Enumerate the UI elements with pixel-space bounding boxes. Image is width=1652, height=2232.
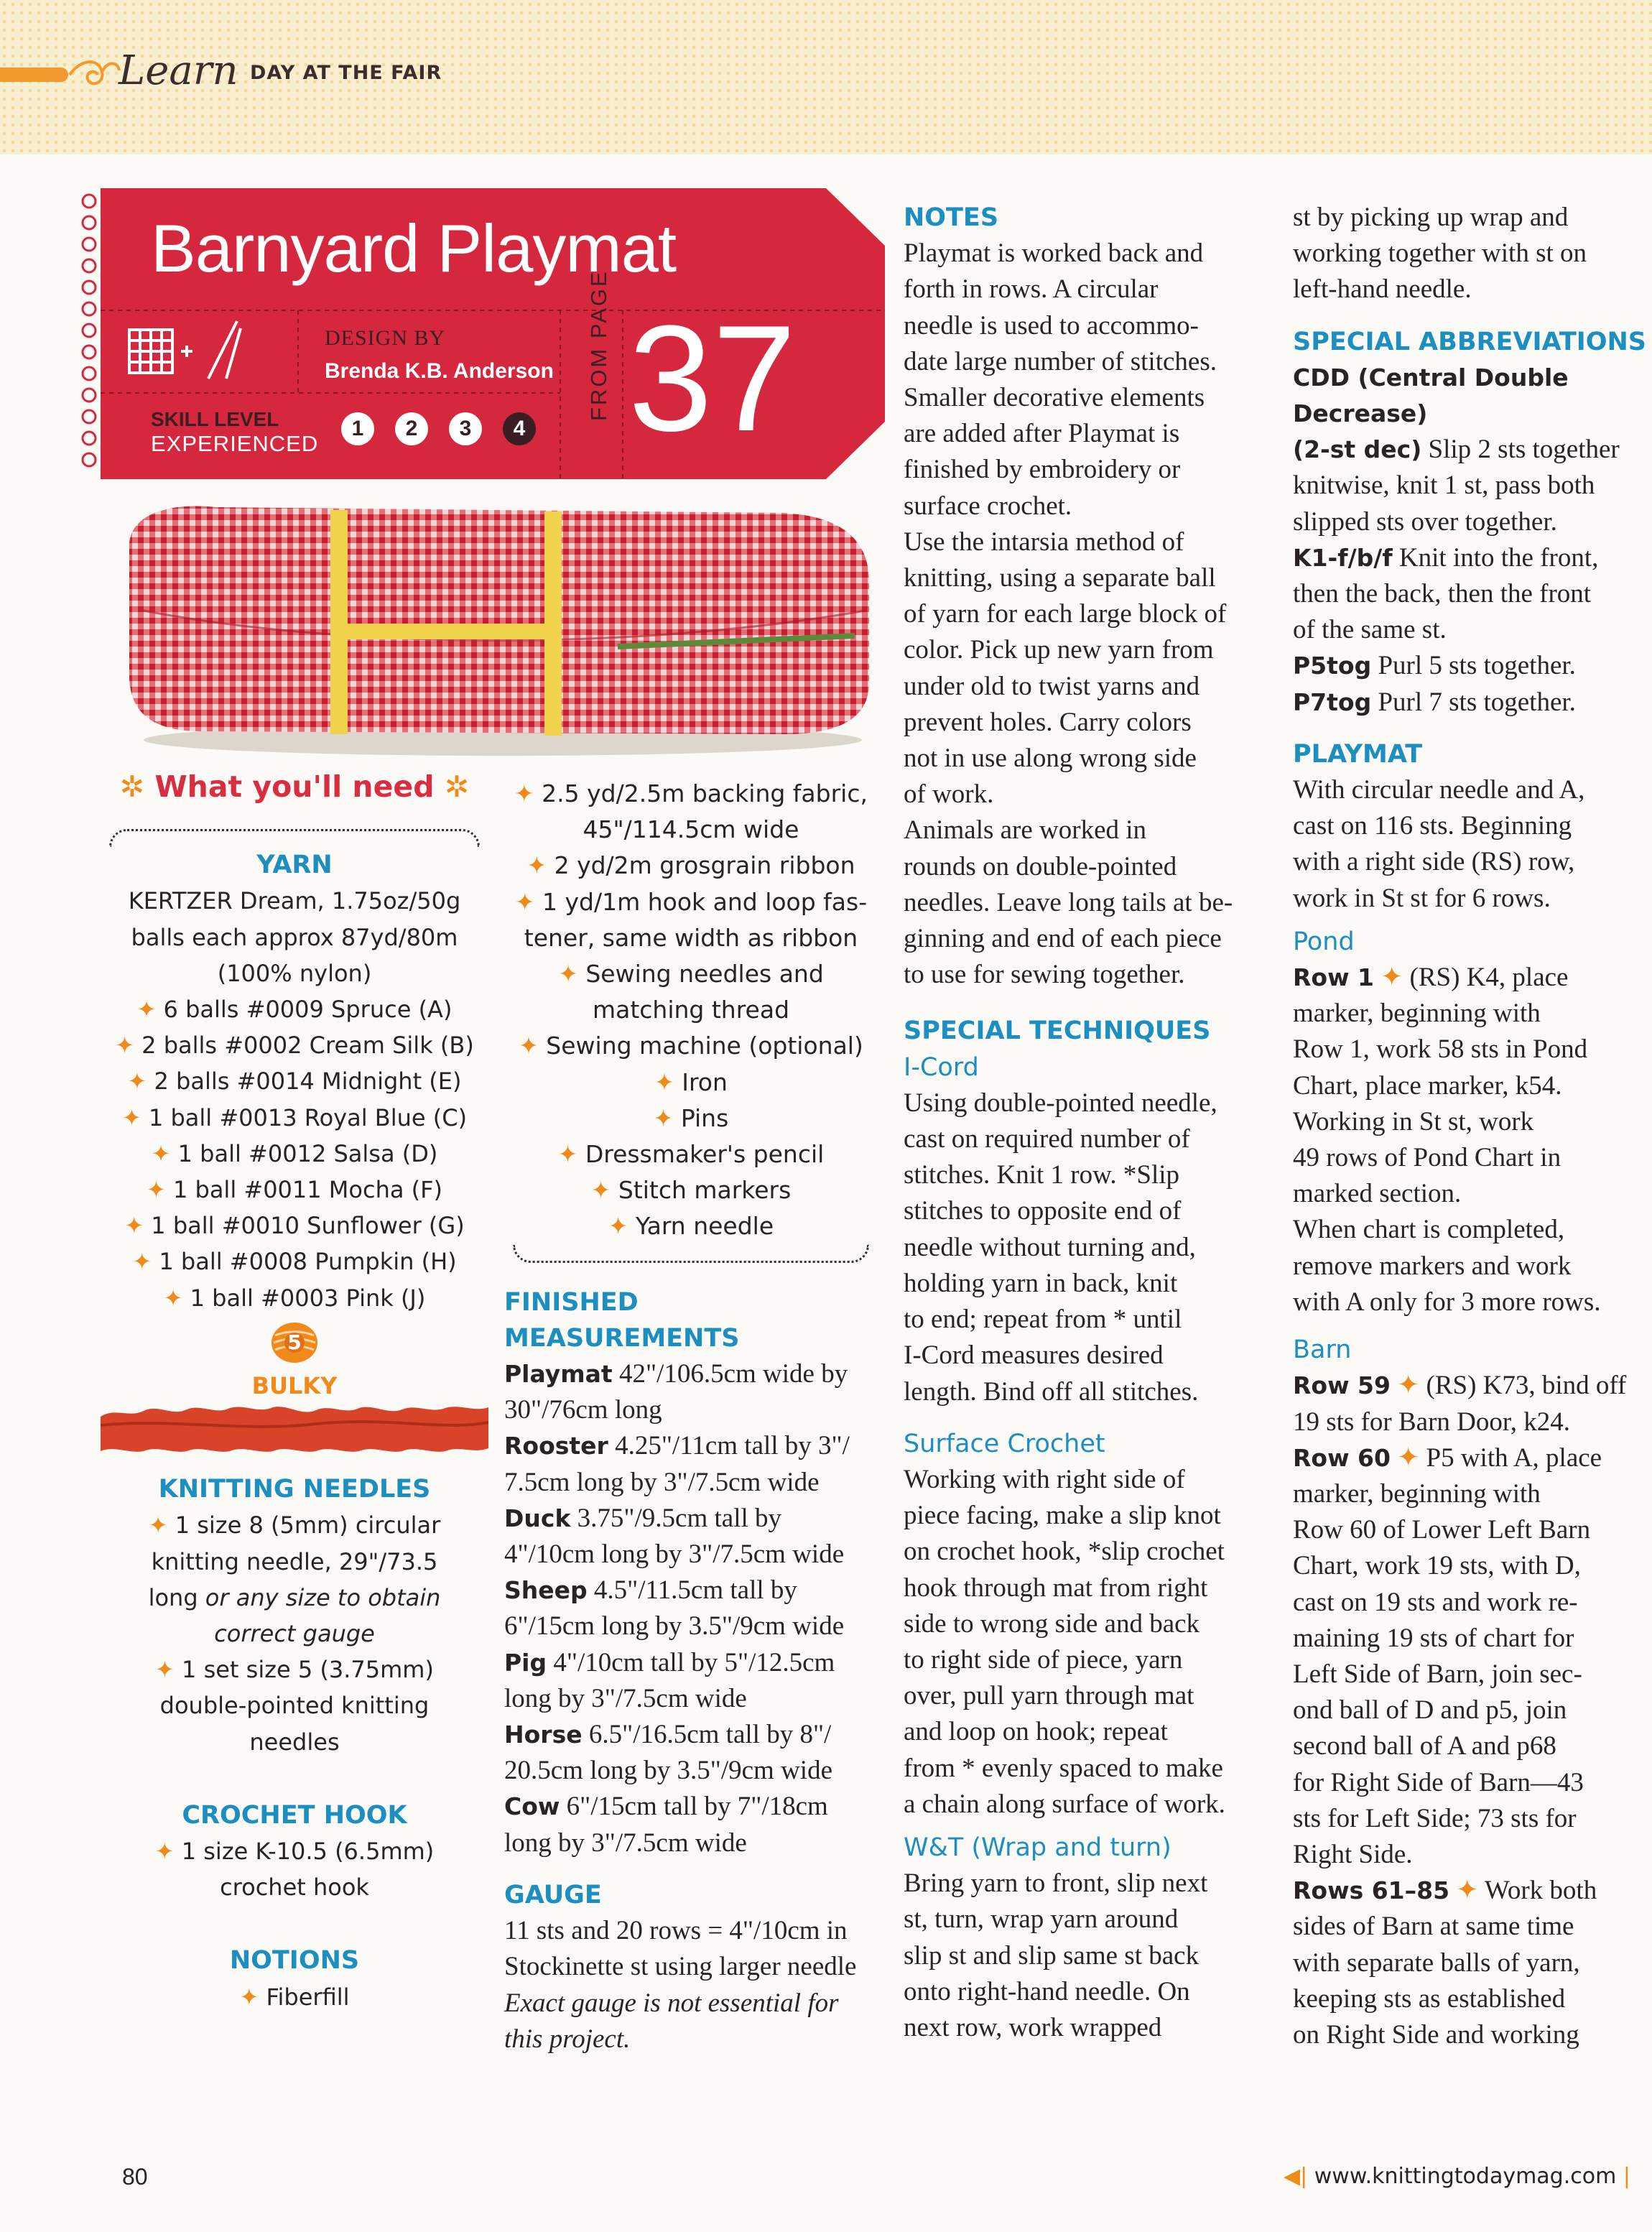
notes-line: finished by embroidery or (904, 455, 1181, 485)
skill-level-3: 3 (449, 412, 482, 445)
gauge-line: Stockinette st using larger needle (504, 1952, 857, 1982)
abbreviation-item: knitwise, knit 1 st, pass both (1293, 471, 1595, 501)
needle-line: long or any size to obtain (148, 1583, 441, 1611)
notion-item: tener, same width as ribbon (524, 923, 858, 952)
icord-line: length. Bind off all stitches. (904, 1376, 1199, 1407)
needle-line: needles (249, 1728, 340, 1756)
abbreviation-item: K1-f/b/f Knit into the front, (1293, 542, 1599, 573)
yarn-swatch-image (101, 1404, 488, 1454)
yarn-heading: YARN (256, 851, 333, 880)
stitch-edge-icon (73, 188, 99, 479)
yarn-weight-icon (269, 1318, 320, 1368)
notions-and-measurements-column (504, 776, 878, 2057)
footer-marker-icon: ◀| (1284, 2164, 1314, 2189)
abbreviation-item: P5tog Purl 5 sts together. (1293, 651, 1576, 681)
barn-line: Row 59 ✦ (RS) K73, bind off (1293, 1371, 1627, 1401)
skill-level-value: EXPERIENCED (151, 431, 319, 456)
icord-line: I-Cord measures desired (904, 1340, 1164, 1371)
surface-line: hook through mat from right (904, 1573, 1208, 1603)
surface-line: on crochet hook, *slip crochet (904, 1537, 1225, 1567)
barn-line: cast on 19 sts and work re- (1293, 1587, 1578, 1617)
icord-line: to end; repeat from * until (904, 1305, 1182, 1335)
measurement-item: Duck 3.75"/9.5cm tall by (504, 1503, 782, 1533)
yarn-color-item: ✦ 2 balls #0014 Midnight (E) (127, 1068, 462, 1096)
section-script-label: Learn (119, 47, 238, 94)
wt-line: onto right-hand needle. On (904, 1976, 1190, 2006)
yarn-desc-line: balls each approx 87yd/80m (131, 923, 458, 951)
notion-item: ✦ Sewing needles and (558, 960, 824, 988)
hook-line: ✦ 1 size K-10.5 (6.5mm) (154, 1838, 435, 1866)
wt-line: left-hand needle. (1293, 274, 1472, 305)
notion-item: ✦ Iron (654, 1068, 728, 1096)
surface-line: and loop on hook; repeat (904, 1717, 1168, 1747)
abbreviation-item: then the back, then the front (1293, 579, 1592, 609)
abbreviation-item: P7tog Purl 7 sts together. (1293, 687, 1576, 717)
barn-line: ond ball of D and p5, join (1293, 1695, 1567, 1726)
pattern-title-tag (101, 188, 885, 479)
icord-line: needle without turning and, (904, 1232, 1196, 1262)
what-you-need-heading: ✲ What you'll need ✲ (119, 769, 470, 804)
notion-item: ✦ Pins (653, 1103, 729, 1132)
needle-line: double-pointed knitting (159, 1692, 430, 1720)
yarn-color-item: ✦ 1 ball #0003 Pink (J) (163, 1284, 426, 1312)
from-page-label: FROM PAGE (586, 269, 611, 421)
yarn-color-item: ✦ 6 balls #0009 Spruce (A) (136, 996, 453, 1024)
hook-line: crochet hook (220, 1874, 369, 1902)
barn-line: sts for Left Side; 73 sts for (1293, 1803, 1577, 1833)
notes-line: under old to twist yarns and (904, 671, 1200, 701)
notes-line: ginning and end of each piece (904, 924, 1222, 954)
notes-line: needles. Leave long tails at be- (904, 887, 1233, 917)
abbreviation-item: of the same st. (1293, 615, 1447, 645)
barn-line: with separate balls of yarn, (1293, 1948, 1580, 1978)
knitting-needles-heading: KNITTING NEEDLES (158, 1475, 431, 1504)
notes-line: of work. (904, 779, 994, 810)
barn-line: Row 60 ✦ P5 with A, place (1293, 1443, 1602, 1473)
yarn-color-item: ✦ 1 ball #0013 Royal Blue (C) (121, 1103, 468, 1131)
yarn-color-item: ✦ 1 ball #0008 Pumpkin (H) (132, 1248, 457, 1276)
wt-line: st, turn, wrap yarn around (904, 1904, 1179, 1935)
playmat-heading: PLAYMAT (1293, 739, 1423, 769)
icord-line: holding yarn in back, knit (904, 1268, 1178, 1298)
surface-line: to right side of piece, yarn (904, 1644, 1183, 1675)
barn-line: Right Side. (1293, 1839, 1413, 1869)
barn-line: on Right Side and working (1293, 2019, 1579, 2050)
icord-heading: I-Cord (904, 1052, 979, 1082)
special-techniques-heading: SPECIAL TECHNIQUES (904, 1017, 1211, 1046)
notes-line: surface crochet. (904, 491, 1072, 521)
measurement-item: Horse 6.5"/16.5cm tall by 8"/ (504, 1720, 832, 1750)
notion-item: matching thread (592, 996, 790, 1024)
notes-line: forth in rows. A circular (904, 274, 1159, 305)
wt-line: st by picking up wrap and (1293, 203, 1569, 232)
pond-line: remove markers and work (1293, 1251, 1572, 1281)
notes-line: knitting, using a separate ball (904, 563, 1216, 593)
notion-item: ✦ Yarn needle (608, 1212, 774, 1241)
finished-measurements-heading: FINISHED MEASUREMENTS (504, 1287, 740, 1353)
barn-line: Row 60 of Lower Left Barn (1293, 1515, 1591, 1545)
playmat-line: work in St st for 6 rows. (1293, 883, 1551, 913)
surface-line: piece facing, make a slip knot (904, 1501, 1221, 1531)
yarn-color-item: ✦ 1 ball #0010 Sunflower (G) (124, 1212, 465, 1240)
skill-level-1: 1 (341, 412, 374, 445)
gauge-note: Exact gauge is not essential for (504, 1988, 839, 2018)
design-by-label: DESIGN BY (325, 326, 446, 350)
pond-line: marker, beginning with (1293, 999, 1541, 1029)
barn-line: keeping sts as established (1293, 1983, 1566, 2014)
notes-column (904, 200, 1270, 2046)
dotted-brace (109, 829, 480, 847)
measurement-item: 6"/15cm long by 3.5"/9cm wide (504, 1611, 845, 1641)
barn-line: 19 sts for Barn Door, k24. (1293, 1407, 1570, 1437)
barn-heading: Barn (1293, 1335, 1352, 1365)
surface-line: a chain along surface of work. (904, 1789, 1225, 1819)
abbreviation-term: CDD (Central Double Decrease) (1293, 363, 1569, 428)
dotted-brace (513, 1245, 869, 1263)
playmat-line: with a right side (RS) row, (1293, 847, 1575, 877)
surface-line: over, pull yarn through mat (904, 1681, 1194, 1711)
surface-crochet-heading: Surface Crochet (904, 1429, 1105, 1458)
needle-line: knitting needle, 29"/73.5 (151, 1547, 438, 1575)
skill-level-4: 4 (503, 412, 536, 445)
pond-heading: Pond (1293, 927, 1355, 956)
barn-line: maining 19 sts of chart for (1293, 1623, 1574, 1653)
notes-line: to use for sewing together. (904, 960, 1185, 990)
abbreviation-item: (2-st dec) Slip 2 sts together (1293, 435, 1620, 465)
abbreviation-item: slipped sts over together. (1293, 506, 1557, 537)
notes-line: not in use along wrong side (904, 744, 1197, 774)
skill-level-2: 2 (395, 412, 428, 445)
measurement-item: 20.5cm long by 3.5"/9cm wide (504, 1756, 832, 1786)
swirl-ornament-icon (66, 52, 124, 95)
yarn-desc-line: KERTZER Dream, 1.75oz/50g (128, 887, 461, 915)
crochet-hook-heading: CROCHET HOOK (182, 1800, 407, 1830)
footer-website[interactable]: ◀| www.knittingtodaymag.com | (1284, 2164, 1630, 2189)
notion-item: ✦ 1 yd/1m hook and loop fas- (514, 887, 868, 916)
needle-line: correct gauge (214, 1620, 375, 1648)
needle-line: ✦ 1 size 8 (5mm) circular (148, 1511, 441, 1539)
icord-line: stitches. Knit 1 row. *Slip (904, 1160, 1180, 1190)
wt-line: Bring yarn to front, slip next (904, 1869, 1208, 1899)
notion-item: ✦ Dressmaker's pencil (557, 1140, 825, 1169)
notes-line: prevent holes. Carry colors (904, 707, 1192, 737)
notion-item: ✦ Stitch markers (590, 1176, 792, 1205)
notes-line: Playmat is worked back and (904, 239, 1204, 269)
pattern-title: Barnyard Playmat (151, 210, 677, 286)
section-title: DAY AT THE FAIR (250, 62, 442, 84)
barn-line: for Right Side of Barn—43 (1293, 1767, 1584, 1797)
barn-line: Left Side of Barn, join sec- (1293, 1659, 1582, 1689)
notes-line: date large number of stitches. (904, 346, 1217, 376)
yarn-color-item: ✦ 2 balls #0002 Cream Silk (B) (115, 1032, 474, 1060)
measurement-item: Sheep 4.5"/11.5cm tall by (504, 1575, 797, 1606)
notes-line: color. Pick up new yarn from (904, 635, 1214, 665)
notes-heading: NOTES (904, 203, 999, 232)
playmat-line: cast on 116 sts. Beginning (1293, 811, 1572, 841)
barn-line: marker, beginning with (1293, 1478, 1541, 1509)
pond-line: Row 1 ✦ (RS) K4, place (1293, 963, 1569, 993)
pond-line: When chart is completed, (1293, 1215, 1565, 1245)
notions-heading: NOTIONS (229, 1946, 360, 1976)
materials-column (101, 769, 488, 2015)
pond-line: Chart, place marker, k54. (1293, 1070, 1562, 1101)
measurement-item: Pig 4"/10cm tall by 5"/12.5cm (504, 1647, 835, 1677)
notes-line: rounds on double-pointed (904, 851, 1177, 881)
measurement-item: 30"/76cm long (504, 1395, 662, 1425)
barn-line: Rows 61–85 ✦ Work both (1293, 1876, 1597, 1906)
notion-item: ✦ 2 yd/2m grosgrain ribbon (526, 851, 855, 880)
notion-item: 45"/114.5cm wide (583, 815, 799, 844)
pond-line: marked section. (1293, 1179, 1462, 1209)
from-page-number: 37 (628, 294, 797, 463)
instructions-column (1293, 200, 1652, 2053)
surface-line: Working with right side of (904, 1464, 1185, 1494)
icord-line: Using double-pointed needle, (904, 1088, 1217, 1118)
notes-line: Use the intarsia method of (904, 527, 1184, 557)
yarn-weight-number: 5 (287, 1330, 302, 1354)
notes-line: Animals are worked in (904, 815, 1147, 846)
measurement-item: long by 3"/7.5cm wide (504, 1683, 747, 1713)
playmat-line: With circular needle and A, (1293, 775, 1585, 805)
surface-line: side to wrong side and back (904, 1608, 1200, 1639)
gauge-note: this project. (504, 2024, 631, 2054)
notion-item: ✦ Fiberfill (239, 1983, 350, 2011)
notes-line: Smaller decorative elements (904, 383, 1205, 413)
header-bar (0, 68, 68, 82)
notion-item: ✦ Sewing machine (optional) (519, 1032, 863, 1060)
gauge-line: 11 sts and 20 rows = 4"/10cm in (504, 1916, 848, 1946)
notes-line: are added after Playmat is (904, 419, 1180, 449)
yarn-desc-line: (100% nylon) (217, 959, 372, 987)
surface-line: from * evenly spaced to make (904, 1753, 1223, 1783)
icord-line: stitches to opposite end of (904, 1196, 1182, 1226)
page-number: 80 (122, 2164, 148, 2190)
yarn-color-item: ✦ 1 ball #0011 Mocha (F) (146, 1176, 443, 1204)
icord-line: cast on required number of (904, 1124, 1190, 1154)
pond-line: 49 rows of Pond Chart in (1293, 1143, 1561, 1173)
measurement-item: 7.5cm long by 3"/7.5cm wide (504, 1467, 820, 1497)
gauge-heading: GAUGE (504, 1880, 602, 1909)
yarn-weight-label: BULKY (251, 1371, 338, 1399)
notion-item: ✦ 2.5 yd/2.5m backing fabric, (514, 779, 868, 807)
rolled-playmat-photo (115, 503, 880, 761)
measurement-item: 4"/10cm long by 3"/7.5cm wide (504, 1539, 845, 1570)
wt-line: slip st and slip same st back (904, 1940, 1199, 1971)
barn-line: second ball of A and p68 (1293, 1731, 1556, 1761)
special-abbreviations-heading: SPECIAL ABBREVIATIONS (1293, 327, 1646, 356)
wrap-and-turn-heading: W&T (Wrap and turn) (904, 1833, 1171, 1862)
measurement-item: long by 3"/7.5cm wide (504, 1828, 747, 1858)
wt-line: next row, work wrapped (904, 2012, 1162, 2042)
notes-line: needle is used to accommo- (904, 310, 1199, 341)
measurement-item: Rooster 4.25"/11cm tall by 3"/ (504, 1431, 850, 1461)
barn-line: Chart, work 19 sts, with D, (1293, 1551, 1581, 1581)
measurement-item: Playmat 42"/106.5cm wide by (504, 1359, 848, 1389)
skill-level-label: SKILL LEVEL (151, 408, 279, 430)
measurement-item: Cow 6"/15cm tall by 7"/18cm (504, 1792, 828, 1822)
pond-line: Working in St st, work (1293, 1106, 1534, 1136)
barn-line: sides of Barn at same time (1293, 1912, 1574, 1942)
pond-line: Row 1, work 58 sts in Pond (1293, 1034, 1588, 1065)
yarn-color-item: ✦ 1 ball #0012 Salsa (D) (151, 1139, 438, 1167)
section-header (0, 47, 575, 102)
needle-line: ✦ 1 set size 5 (3.75mm) (155, 1656, 434, 1684)
pond-line: with A only for 3 more rows. (1293, 1287, 1601, 1317)
notes-line: of yarn for each large block of (904, 599, 1227, 629)
wt-line: working together with st on (1293, 239, 1587, 269)
designer-name: Brenda K.B. Anderson (325, 359, 554, 383)
